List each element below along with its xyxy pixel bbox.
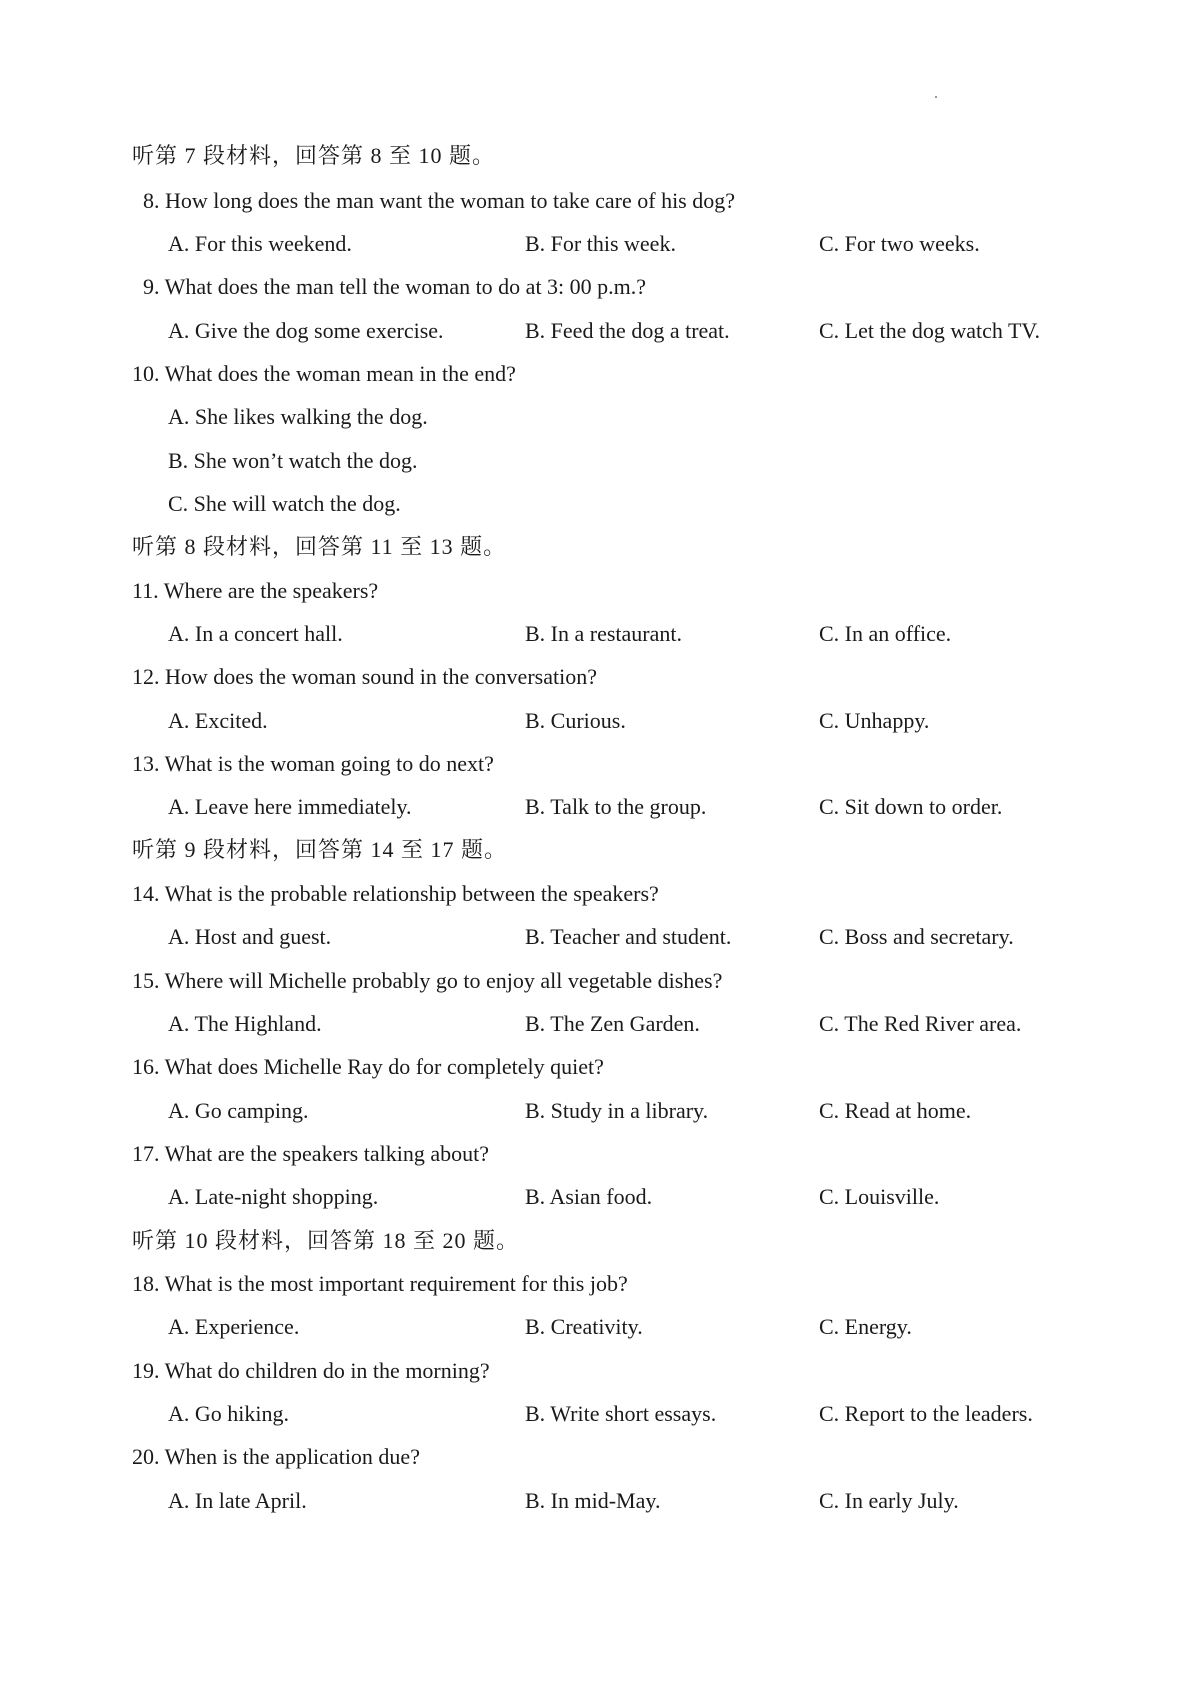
options-row-11 <box>0 619 1200 649</box>
question-17: 17. What are the speakers talking about? <box>132 1141 489 1166</box>
options-row-9 <box>0 316 1200 346</box>
option-b: B. Study in a library. <box>525 1098 709 1123</box>
question-20: 20. When is the application due? <box>132 1444 420 1469</box>
options-row-18 <box>0 1312 1200 1342</box>
option-b: B. She won’t watch the dog. <box>168 448 418 473</box>
option-c: C. She will watch the dog. <box>168 491 401 516</box>
option-b: B. Asian food. <box>525 1184 653 1209</box>
section-heading-7: 听第 7 段材料，回答第 8 至 10 题。 <box>132 143 496 168</box>
question-12: 12. How does the woman sound in the conversation? <box>132 664 597 689</box>
option-c: C. Report to the leaders. <box>819 1401 1033 1426</box>
options-row-8 <box>0 229 1200 259</box>
option-b: B. Creativity. <box>525 1314 643 1339</box>
option-b: B. For this week. <box>525 231 676 256</box>
question-11: 11. Where are the speakers? <box>132 578 379 603</box>
option-b: B. Talk to the group. <box>525 794 707 819</box>
option-b: B. Curious. <box>525 708 626 733</box>
option-b: B. In mid-May. <box>525 1488 661 1513</box>
option-c: C. Sit down to order. <box>819 794 1003 819</box>
option-c: C. Boss and secretary. <box>819 924 1014 949</box>
option-a: A. Go camping. <box>168 1098 309 1123</box>
option-c: C. In an office. <box>819 621 952 646</box>
option-a: A. Excited. <box>168 708 268 733</box>
option-b: B. The Zen Garden. <box>525 1011 700 1036</box>
option-a: A. Late-night shopping. <box>168 1184 379 1209</box>
question-10: 10. What does the woman mean in the end? <box>132 361 516 386</box>
option-a: A. Give the dog some exercise. <box>168 318 444 343</box>
option-b: B. Write short essays. <box>525 1401 717 1426</box>
option-c: C. Unhappy. <box>819 708 930 733</box>
options-row-13 <box>0 792 1200 822</box>
option-a: A. Experience. <box>168 1314 300 1339</box>
option-a: A. Host and guest. <box>168 924 332 949</box>
option-c: C. Let the dog watch TV. <box>819 318 1040 343</box>
section-heading-9: 听第 9 段材料，回答第 14 至 17 题。 <box>132 837 508 862</box>
section-heading-10: 听第 10 段材料，回答第 18 至 20 题。 <box>132 1228 520 1253</box>
option-a: A. Go hiking. <box>168 1401 289 1426</box>
option-b: B. In a restaurant. <box>525 621 682 646</box>
scan-dot <box>935 96 937 98</box>
option-c: C. The Red River area. <box>819 1011 1022 1036</box>
options-row-14 <box>0 922 1200 952</box>
question-14: 14. What is the probable relationship between the speakers? <box>132 881 659 906</box>
option-c: C. Louisville. <box>819 1184 940 1209</box>
option-a: A. In a concert hall. <box>168 621 343 646</box>
options-row-20 <box>0 1486 1200 1516</box>
option-row-10b <box>0 446 1200 476</box>
question-16: 16. What does Michelle Ray do for completely quiet? <box>132 1054 604 1079</box>
question-18: 18. What is the most important requirement for this job? <box>132 1271 628 1296</box>
option-c: C. Read at home. <box>819 1098 972 1123</box>
question-9: 9. What does the man tell the woman to do at 3: 00 p.m.? <box>143 274 647 299</box>
options-row-12 <box>0 706 1200 736</box>
option-b: B. Teacher and student. <box>525 924 732 949</box>
question-15: 15. Where will Michelle probably go to enjoy all vegetable dishes? <box>132 968 723 993</box>
section-heading-8: 听第 8 段材料，回答第 11 至 13 题。 <box>132 534 507 559</box>
option-row-10c <box>0 489 1200 519</box>
option-a: A. Leave here immediately. <box>168 794 412 819</box>
option-a: A. In late April. <box>168 1488 307 1513</box>
question-13: 13. What is the woman going to do next? <box>132 751 494 776</box>
options-row-16 <box>0 1096 1200 1126</box>
option-row-10a <box>0 402 1200 432</box>
option-c: C. For two weeks. <box>819 231 980 256</box>
options-row-15 <box>0 1009 1200 1039</box>
options-row-19 <box>0 1399 1200 1429</box>
question-8: 8. How long does the man want the woman to take care of his dog? <box>143 188 736 213</box>
options-row-17 <box>0 1182 1200 1212</box>
option-a: A. For this weekend. <box>168 231 352 256</box>
option-a: A. The Highland. <box>168 1011 322 1036</box>
option-c: C. Energy. <box>819 1314 912 1339</box>
option-b: B. Feed the dog a treat. <box>525 318 730 343</box>
question-19: 19. What do children do in the morning? <box>132 1358 490 1383</box>
option-c: C. In early July. <box>819 1488 959 1513</box>
option-a: A. She likes walking the dog. <box>168 404 428 429</box>
